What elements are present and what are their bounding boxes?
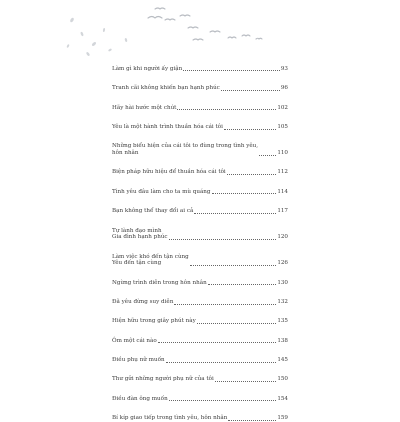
dot-leader xyxy=(197,322,277,324)
dot-leader xyxy=(221,89,280,91)
toc-entry xyxy=(112,176,288,195)
toc-entry xyxy=(112,364,288,383)
toc-entry-page: 105 xyxy=(277,123,288,130)
toc-entry-title: Bí kíp giao tiếp trong tình yêu, hôn nhân xyxy=(112,415,228,422)
dot-leader xyxy=(169,238,277,240)
toc-entry xyxy=(112,241,288,267)
toc-entry xyxy=(112,344,288,363)
toc-entry xyxy=(112,325,288,344)
toc-entry-page: 126 xyxy=(277,260,288,267)
toc-entry-title: Bạn không thể thay đổi ai cả xyxy=(112,208,194,215)
toc-entry-page: 135 xyxy=(277,318,288,325)
toc-entry-page: 93 xyxy=(280,65,288,72)
toc-entry-page: 120 xyxy=(277,234,288,241)
toc-entry-title: Hiện hữu trong giây phút này xyxy=(112,318,196,325)
toc-entry-title-line: Gia đình hạnh phúc xyxy=(112,234,168,241)
toc-entry xyxy=(112,267,288,286)
toc-entry xyxy=(112,72,288,91)
toc-entry xyxy=(112,195,288,214)
toc-entry xyxy=(112,157,288,176)
toc-entry-page: 114 xyxy=(277,188,288,195)
toc-entry-title: Thư gửi những người phụ nữ của tôi xyxy=(112,376,214,383)
toc-entry-title: Điều đàn ông muốn xyxy=(112,395,168,402)
dot-leader xyxy=(174,303,276,305)
toc-entry xyxy=(112,92,288,111)
toc-entry-page: 145 xyxy=(277,357,288,364)
toc-entry-page: 110 xyxy=(277,149,288,156)
toc-entry-title xyxy=(112,143,258,156)
toc-entry-title: Tranh cãi không khiến bạn hạnh phúc xyxy=(112,85,220,92)
toc-entry xyxy=(112,131,288,157)
dot-leader xyxy=(208,283,277,285)
toc-entry-title-line: Yêu đến tận cùng xyxy=(112,260,162,267)
dot-leader xyxy=(227,173,277,175)
toc-entry-page: 96 xyxy=(280,85,288,92)
toc-entry xyxy=(112,215,288,241)
toc-entry-title: Biện pháp hữu hiệu để thuần hóa cái tôi xyxy=(112,169,226,176)
dot-leader xyxy=(224,128,276,130)
toc-entry-page: 117 xyxy=(277,208,288,215)
toc-entry-page: 159 xyxy=(277,415,288,422)
toc-entry-page: 112 xyxy=(277,169,288,176)
dot-leader xyxy=(177,108,276,110)
toc-entry-title: Yêu là một hành trình thuần hóa cái tôi xyxy=(112,123,223,130)
dot-leader xyxy=(194,212,276,214)
toc-entry xyxy=(112,111,288,130)
dot-leader xyxy=(215,380,277,382)
toc-entry xyxy=(112,402,288,421)
dot-leader xyxy=(183,69,280,71)
dot-leader xyxy=(228,419,276,421)
toc-entry-title: Ngừng trình diễn trong hôn nhân xyxy=(112,279,207,286)
toc-entry-title-line: Làm việc khó đến tận cùng xyxy=(112,253,189,260)
toc-entry-title xyxy=(112,228,168,241)
toc-entry-page: 138 xyxy=(277,337,288,344)
toc-entry-title: Đã yêu đừng suy diễn xyxy=(112,298,174,305)
toc-entry-page: 102 xyxy=(277,104,288,111)
dot-leader xyxy=(190,264,277,266)
toc-entry-title: Làm gì khi người ấy giận xyxy=(112,65,183,72)
toc-entry-title-line: Những biểu hiện của cái tôi to đùng trong tình yêu, xyxy=(112,143,259,150)
dot-leader xyxy=(212,192,277,194)
dot-leader xyxy=(166,361,277,363)
toc-entry-title-line: hôn nhân xyxy=(112,149,139,156)
toc-entry-page: 132 xyxy=(277,298,288,305)
dot-leader xyxy=(259,154,276,156)
toc-entry xyxy=(112,306,288,325)
toc-entry-title-line: Tự lành đạo mình xyxy=(112,227,162,234)
toc-entry-title: Điều phụ nữ muốn xyxy=(112,357,165,364)
toc-entry-title: Ôm một cái nào xyxy=(112,337,157,344)
toc-entry-title: Hãy hài hước một chút xyxy=(112,104,177,111)
table-of-contents xyxy=(112,53,288,422)
toc-entry xyxy=(112,53,288,72)
toc-entry-title xyxy=(112,254,189,267)
toc-entry-page: 130 xyxy=(277,279,288,286)
toc-entry-page: 150 xyxy=(277,376,288,383)
toc-entry-title: Tình yêu đâu làm cho ta mù quáng xyxy=(112,188,211,195)
toc-entry xyxy=(112,286,288,305)
toc-entry-page: 154 xyxy=(277,395,288,402)
dot-leader xyxy=(158,341,277,343)
